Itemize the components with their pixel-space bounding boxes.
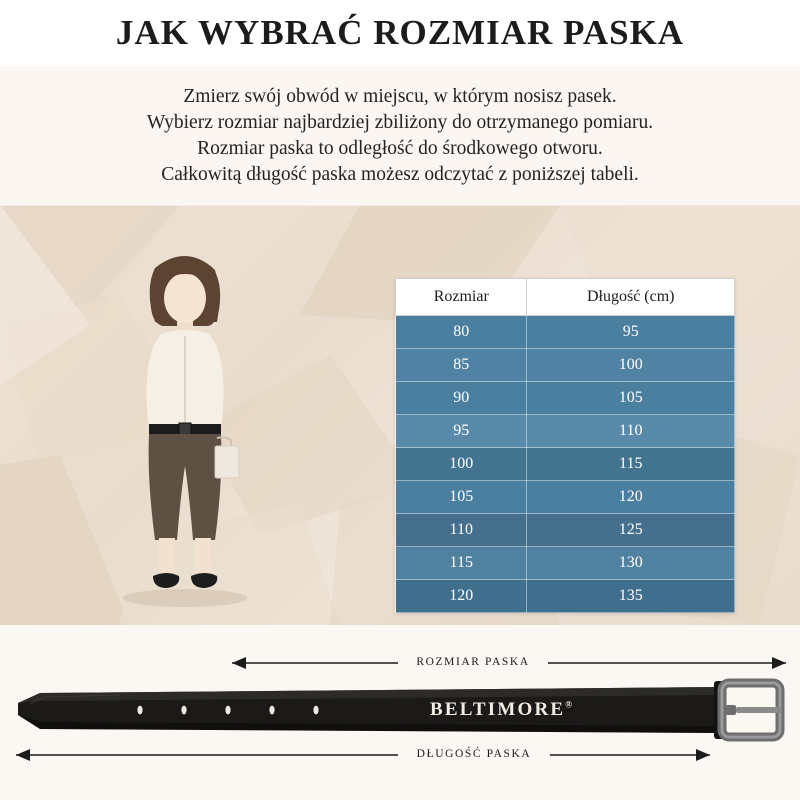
table-row: [396, 316, 735, 349]
header: [0, 0, 800, 66]
belt-brand-text: BELTIMORE: [430, 699, 566, 720]
cell-size: 95: [396, 415, 527, 448]
woman-illustration: [95, 240, 275, 610]
cell-length: 100: [527, 349, 735, 382]
cell-length: 135: [527, 580, 735, 613]
cell-size: 115: [396, 547, 527, 580]
cell-size: 100: [396, 448, 527, 481]
cell-size: 90: [396, 382, 527, 415]
cell-length: 120: [527, 481, 735, 514]
table-row: [396, 349, 735, 382]
table-row: [396, 547, 735, 580]
cell-length: 130: [527, 547, 735, 580]
intro-text-block: [0, 66, 800, 206]
table-row: [396, 580, 735, 613]
cell-size: 120: [396, 580, 527, 613]
cell-length: 115: [527, 448, 735, 481]
belt-size-arrow-label: ROZMIAR PASKA: [416, 656, 530, 668]
size-table: [395, 278, 735, 613]
cell-size: 110: [396, 514, 527, 547]
table-row: [396, 382, 735, 415]
table-header-length: Długość (cm): [527, 279, 735, 316]
size-table-container: [395, 278, 735, 613]
table-header-size: Rozmiar: [396, 279, 527, 316]
intro-line-1: Zmierz swój obwód w miejscu, w którym nosisz pasek.: [183, 85, 617, 107]
table-row: [396, 514, 735, 547]
cell-length: 125: [527, 514, 735, 547]
belt-brand-label: [430, 699, 574, 721]
illustration-scene: [0, 205, 800, 625]
table-row: [396, 448, 735, 481]
cell-length: 110: [527, 415, 735, 448]
table-row: [396, 415, 735, 448]
page-title: JAK WYBRAĆ ROZMIAR PASKA: [115, 13, 685, 52]
belt-illustration: [0, 625, 800, 800]
cell-size: 85: [396, 349, 527, 382]
belt-length-arrow-label: DŁUGOŚĆ PASKA: [416, 748, 532, 760]
table-header-row: [396, 279, 735, 316]
intro-line-4: Całkowitą długość paska możesz odczytać z poniższej tabeli.: [161, 163, 639, 185]
intro-line-2: Wybierz rozmiar najbardziej zbiliżony do otrzymanego pomiaru.: [146, 111, 654, 133]
cell-size: 80: [396, 316, 527, 349]
cell-size: 105: [396, 481, 527, 514]
cell-length: 95: [527, 316, 735, 349]
intro-line-3: Rozmiar paska to odległość do środkowego otworu.: [197, 137, 603, 159]
table-row: [396, 481, 735, 514]
belt-brand-mark: ®: [565, 699, 575, 710]
belt-diagram: [0, 625, 800, 800]
cell-length: 105: [527, 382, 735, 415]
